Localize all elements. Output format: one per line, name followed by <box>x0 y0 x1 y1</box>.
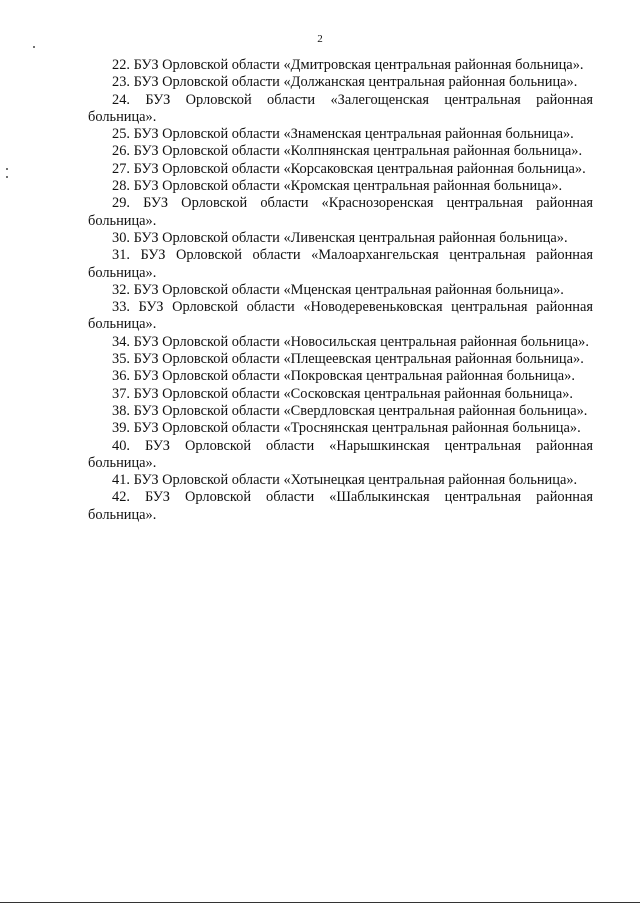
list-item: 26. БУЗ Орловской области «Колпнянская центральная районная больница». <box>112 143 583 160</box>
list-item: 42. БУЗ Орловской области «Шаблыкинская центральная районная больница». <box>88 489 593 523</box>
list-item: 39. БУЗ Орловской области «Троснянская центральная районная больница». <box>112 420 581 437</box>
list-item: 25. БУЗ Орловской области «Знаменская центральная районная больница». <box>112 126 574 143</box>
list-item: 23. БУЗ Орловской области «Должанская центральная районная больница». <box>112 74 578 91</box>
list-item: 27. БУЗ Орловской области «Корсаковская центральная районная больница». <box>112 160 586 177</box>
list-item: 22. БУЗ Орловской области «Дмитровская центральная районная больница». <box>112 57 584 73</box>
list-item: 41. БУЗ Орловской области «Хотынецкая центральная районная больница». <box>112 472 578 489</box>
list-item: 34. БУЗ Орловской области «Новосильская центральная районная больница». <box>112 333 589 350</box>
page-number: 2 <box>317 33 323 45</box>
list-item: 36. БУЗ Орловской области «Покровская центральная районная больница». <box>112 368 575 385</box>
list-item: 24. БУЗ Орловской области «Залегощенская центральная районная больница». <box>88 91 593 125</box>
list-item: 28. БУЗ Орловской области «Кромская центральная районная больница». <box>112 178 563 195</box>
list-item: 31. БУЗ Орловской области «Малоархангельская центральная районная больница». <box>88 247 593 281</box>
list-item: 29. БУЗ Орловской области «Краснозоренская центральная районная больница». <box>88 195 593 229</box>
scan-speck <box>6 168 8 170</box>
list-item: 30. БУЗ Орловской области «Ливенская центральная районная больница». <box>112 229 568 246</box>
hospital-list <box>88 57 593 524</box>
list-item: 33. БУЗ Орловской области «Новодеревеньковская центральная районная больница». <box>88 299 593 333</box>
list-item: 40. БУЗ Орловской области «Нарышкинская центральная районная больница». <box>88 437 593 471</box>
list-item: 38. БУЗ Орловской области «Свердловская центральная районная больница». <box>112 402 588 419</box>
list-item: 35. БУЗ Орловской области «Плещеевская центральная районная больница». <box>112 351 584 368</box>
scan-speck <box>6 176 8 178</box>
list-item: 37. БУЗ Орловской области «Сосковская центральная районная больница». <box>112 385 573 402</box>
scan-speck <box>33 46 35 48</box>
list-item: 32. БУЗ Орловской области «Мценская центральная районная больница». <box>112 281 564 298</box>
page-edge-line <box>0 902 640 903</box>
